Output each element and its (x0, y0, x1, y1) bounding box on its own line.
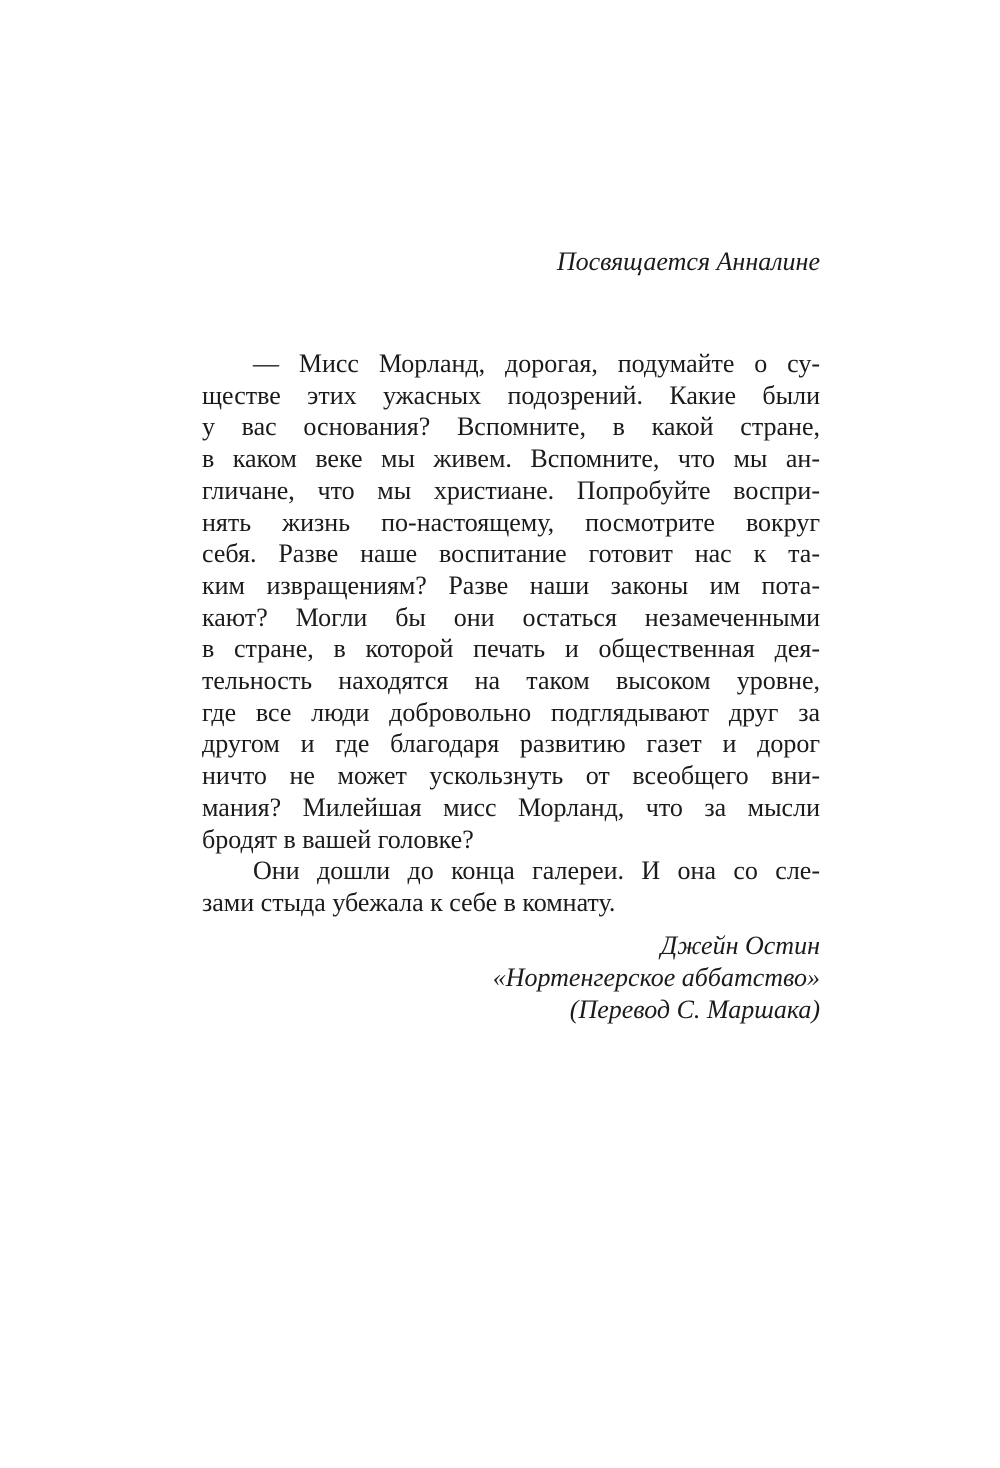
dedication: Посвящается Анналине (556, 247, 820, 276)
text-block (202, 0, 820, 1026)
epigraph-line: себя. Разве наше воспитание готовит нас к та- (202, 539, 820, 569)
epigraph-line: другом и где благодаря развитию газет и дорог (202, 729, 820, 759)
epigraph-line: в стране, в которой печать и общественная дея- (202, 634, 820, 664)
epigraph-line: кают? Могли бы они остаться незамеченными (202, 602, 820, 632)
epigraph-paragraph-1 (202, 348, 820, 855)
epigraph-line: бродят в вашей головке? (202, 824, 474, 854)
epigraph-line: гличане, что мы христиане. Попробуйте воспри- (202, 475, 820, 505)
epigraph-line: тельность находятся на таком высоком уровне, (202, 666, 820, 696)
epigraph-line: нять жизнь по-настоящему, посмотрите вокруг (202, 507, 820, 537)
epigraph-paragraph-2 (202, 855, 820, 918)
attribution-translator: (Перевод С. Маршака) (569, 994, 820, 1024)
epigraph-line: — Мисс Морланд, дорогая, подумайте о су- (253, 349, 820, 378)
epigraph-line: зами стыда убежала к себе в комнату. (202, 887, 616, 917)
epigraph (202, 348, 820, 919)
epigraph-line: в каком веке мы живем. Вспомните, что мы ан- (202, 444, 820, 474)
attribution-author: Джейн Остин (660, 930, 820, 960)
epigraph-line: у вас основания? Вспомните, в какой стране, (202, 412, 820, 442)
attribution (202, 930, 820, 1026)
epigraph-line: мания? Милейшая мисс Морланд, что за мысли (202, 792, 820, 822)
epigraph-line: где все люди добровольно подглядывают друг за (202, 697, 820, 727)
epigraph-line: Они дошли до конца галереи. И она со сле- (253, 856, 820, 886)
epigraph-line: ществе этих ужасных подозрений. Какие были (202, 380, 820, 410)
attribution-work: «Нортенгерское аббатство» (492, 962, 820, 992)
epigraph-line: ничто не может ускользнуть от всеобщего вни- (202, 761, 820, 791)
epigraph-line: ким извращениям? Разве наши законы им пота- (202, 570, 820, 600)
